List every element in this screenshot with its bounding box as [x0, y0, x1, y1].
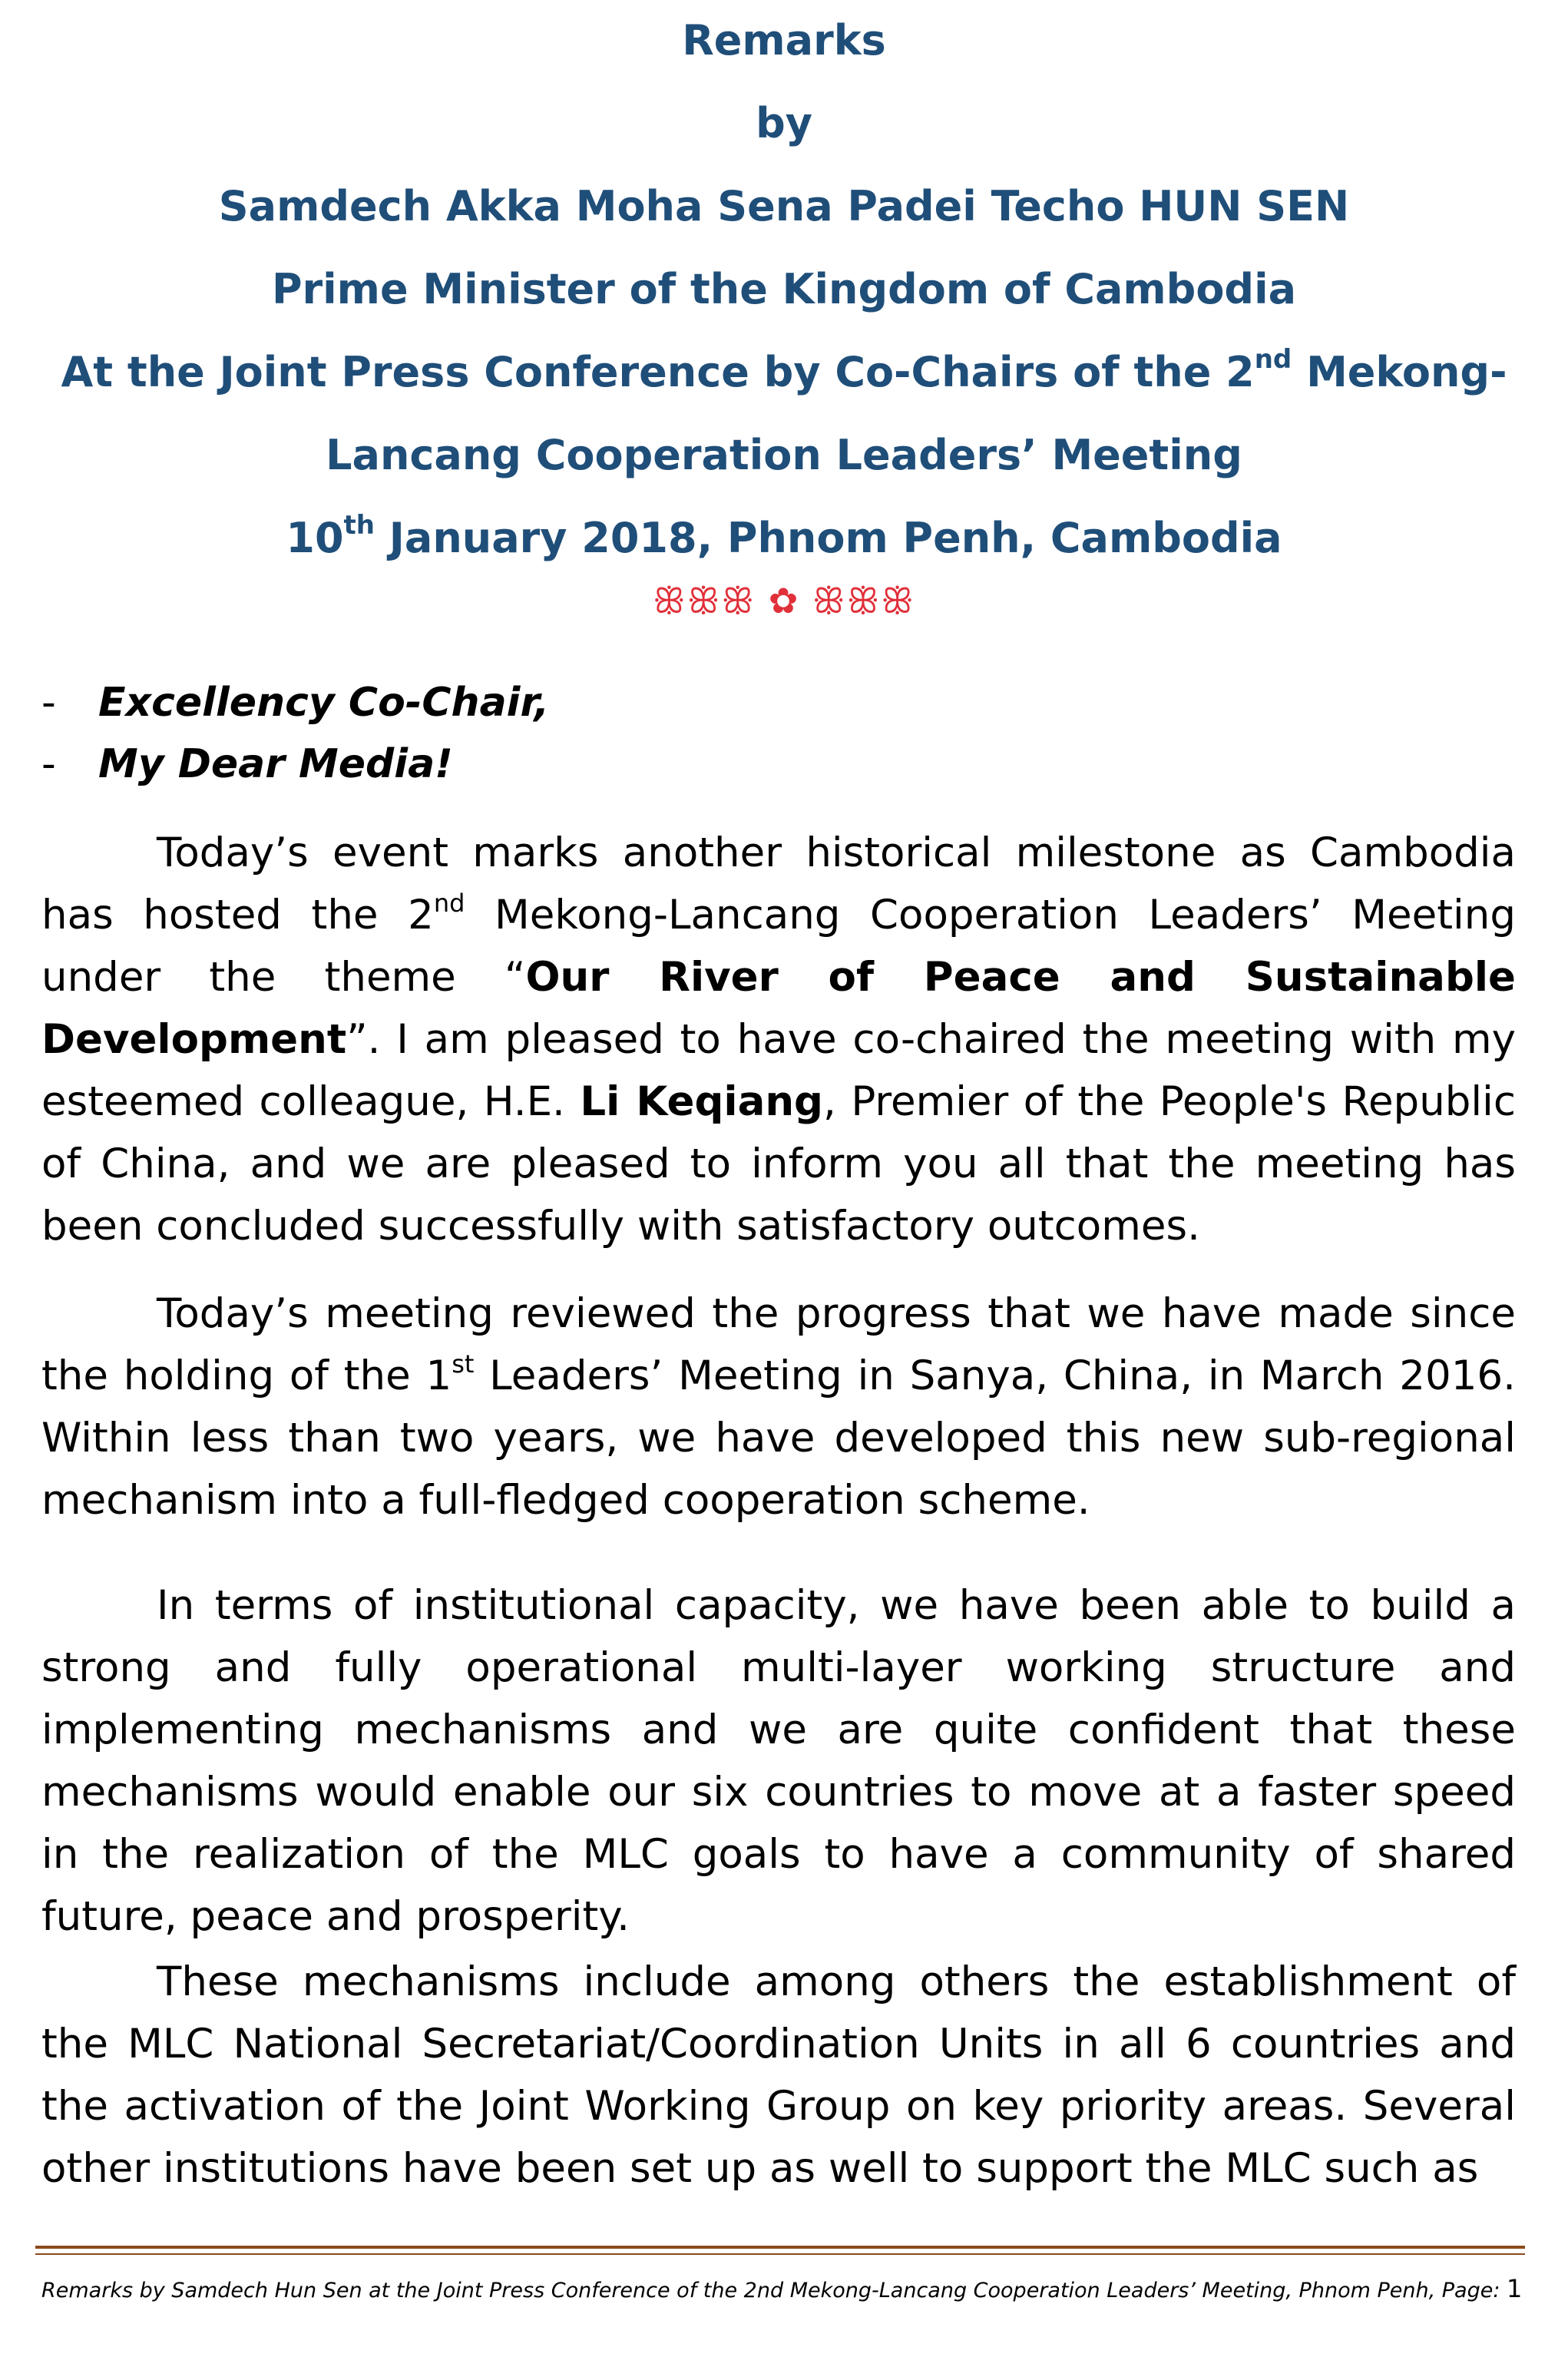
heading-speaker-title: Prime Minister of the Kingdom of Cambodia [271, 265, 1297, 313]
ornament-divider: ꕥꕥꕥ ✿ ꕥꕥꕥ [653, 580, 915, 621]
footer-rule-thick [35, 2246, 1525, 2249]
paragraph-1-name: Li Keqiang [580, 1078, 824, 1125]
paragraph-2-text-b: Leaders’ Meeting in Sanya, China, in March 2016. Within less than two years, we have developed this new sub-regional mechanism into a full-fledged cooperation scheme. [41, 1352, 1516, 1524]
paragraph-2 [41, 1283, 1516, 1531]
paragraph-1-theme: Our River of Peace and Sustainable Development [41, 954, 1516, 1063]
paragraph-4: These mechanisms include among others the establishment of the MLC National Secretariat/Coordination Units in all 6 countries and the activation of the Joint Working Group on key priority areas. Several other institutions have been set up as well to support the MLC such as [41, 1958, 1516, 2192]
heading-date-pre: 10 [286, 514, 344, 562]
heading-speaker-name: Samdech Akka Moha Sena Padei Techo HUN SEN [218, 182, 1350, 230]
page-number: 1 [1507, 2274, 1523, 2303]
heading-date-sup: th [343, 510, 375, 541]
paragraph-1 [41, 822, 1516, 1257]
salutation-1 [41, 676, 549, 730]
heading-by: by [756, 99, 812, 147]
footer-text: Remarks by Samdech Hun Sen at the Joint Press Conference of the 2nd Mekong-Lancang Cooperation Leaders’ Meeting, Phnom Penh, Page: [41, 2279, 1507, 2302]
heading-event-sup: nd [1254, 344, 1292, 375]
paragraph-3: In terms of institutional capacity, we have been able to build a strong and fully operational multi-layer working structure and implementing mechanisms and we are quite confident that these mechanisms would enable our six countries to move at a faster speed in the realization of the MLC goals to have a community of shared future, peace and prosperity. [41, 1582, 1516, 1940]
paragraph-1-text-c: ”. I am pleased to have co-chaired the meeting with my esteemed colleague, H.E. [41, 1016, 1516, 1125]
page-footer [41, 2273, 1539, 2306]
salutation-dash: - [41, 741, 56, 787]
heading-remarks: Remarks [682, 16, 886, 65]
paragraph-1-sup: nd [433, 889, 465, 918]
heading-event-line1-post: Mekong- [1292, 348, 1507, 396]
heading-event-line1-pre: At the Joint Press Conference by Co-Chairs of the 2 [61, 348, 1255, 396]
paragraph-2-text-a: Today’s meeting reviewed the progress that we have made since the holding of the 1 [41, 1290, 1516, 1399]
footer-rule-thin [35, 2253, 1525, 2255]
heading-date-post: January 2018, Phnom Penh, Cambodia [375, 514, 1282, 562]
paragraph-1-text-d: , Premier of the People's Republic of China, and we are pleased to inform you all that the meeting has been concluded successfully with satisfactory outcomes. [41, 1078, 1517, 1250]
salutation-text: My Dear Media! [98, 741, 453, 787]
salutation-dash: - [41, 680, 56, 726]
heading-event-line2: Lancang Cooperation Leaders’ Meeting [326, 431, 1242, 479]
heading-event-line1 [0, 344, 1568, 398]
paragraph-2-sup: st [452, 1349, 475, 1379]
salutation-2 [41, 737, 453, 791]
salutation-text: Excellency Co-Chair, [98, 680, 550, 726]
heading-date-place [0, 510, 1568, 564]
paragraph-1-text-a: Today’s event marks another historical milestone as Cambodia has hosted the 2 [41, 829, 1516, 939]
paragraph-1-text-b: Mekong-Lancang Cooperation Leaders’ Meeting under the theme “ [41, 892, 1516, 1001]
